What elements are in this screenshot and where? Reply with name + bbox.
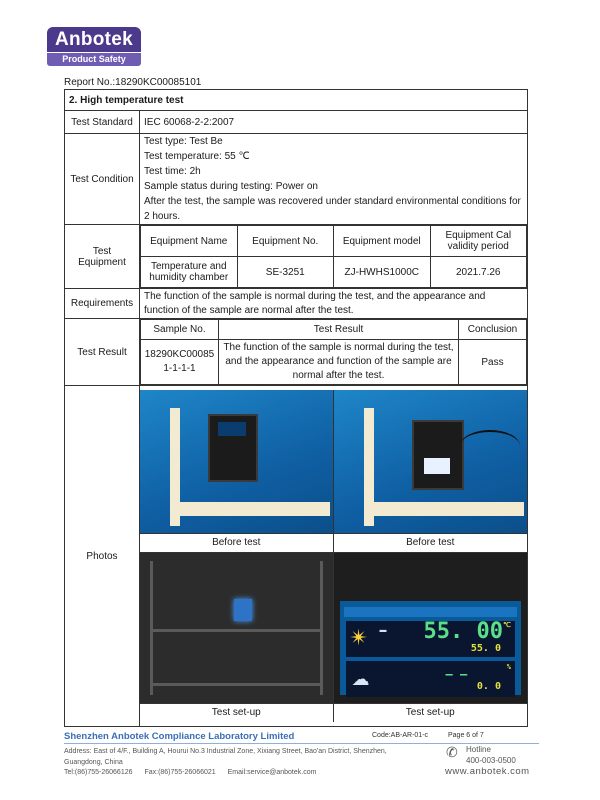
requirements-text: The function of the sample is normal during the test, and the appearance and function of the sample are normal after the test. [140, 289, 528, 319]
photo-grid [140, 390, 527, 722]
company-logo [47, 27, 141, 67]
photo-caption: Test set-up [140, 704, 334, 722]
condition-line: Test time: 2h [144, 166, 201, 177]
footer-website: www.anbotek.com [445, 766, 530, 777]
cloud-icon: ☁ [351, 669, 370, 689]
photo-test-setup-1 [140, 553, 334, 704]
report-number: Report No.:18290KC00085101 [64, 77, 202, 88]
photo-caption: Before test [140, 534, 334, 553]
footer-email: Email:service@anbotek.com [227, 769, 317, 776]
photo-before-test-1 [140, 390, 334, 534]
phone-icon: ✆ [446, 744, 458, 760]
condition-line: After the test, the sample was recovered under standard environmental conditions for 2 hours. [144, 196, 521, 222]
result-table [140, 319, 527, 385]
equipment-no: SE-3251 [237, 257, 334, 288]
condition-line: Test temperature: 55 ℃ [144, 151, 250, 162]
footer-fax: Fax:(86)755-26066021 [144, 769, 216, 776]
condition-cell [140, 134, 528, 225]
condition-line: Test type: Test Be [144, 136, 223, 147]
standard-value: IEC 60068-2-2:2007 [140, 111, 528, 134]
result-cell [140, 319, 528, 386]
logo-tagline: Product Safety [47, 53, 141, 66]
photo-test-setup-2: ✴ ▬ 55. 00 ℃ 55. 0 ☁ — — % 0. 0 [334, 553, 528, 704]
condition-label: Test Condition [65, 134, 140, 225]
photo-caption: Test set-up [334, 704, 528, 722]
requirements-label: Requirements [65, 289, 140, 319]
condition-line: Sample status during testing: Power on [144, 181, 318, 192]
result-sample-no: 18290KC000851-1-1-1 [141, 340, 219, 385]
result-header: Sample No. [141, 320, 219, 340]
display-temp: 55. 00 [423, 619, 503, 644]
footer-address: Address: East of 4/F., Building A, Hourui No.3 Industrial Zone, Xixiang Street, Bao'an District, Shenzhen, Guangdong, China [64, 748, 387, 766]
photo-caption: Before test [334, 534, 528, 553]
hotline-number: 400-003-0500 [466, 756, 516, 765]
section-title: 2. High temperature test [65, 90, 528, 111]
display-temp-set: 55. 0 [470, 643, 501, 654]
test-report-table [64, 89, 528, 727]
result-header: Conclusion [459, 320, 527, 340]
equipment-name: Temperature and humidity chamber [141, 257, 238, 288]
star-icon: ✴ [349, 625, 368, 650]
result-conclusion: Pass [459, 340, 527, 385]
footer-company: Shenzhen Anbotek Compliance Laboratory Limited [64, 731, 295, 742]
hotline-label: Hotline [466, 745, 491, 754]
result-header: Test Result [219, 320, 459, 340]
equipment-header: Equipment model [334, 226, 431, 257]
equipment-label: Test Equipment [65, 225, 140, 289]
photos-label: Photos [65, 386, 140, 727]
equipment-header: Equipment No. [237, 226, 334, 257]
result-label: Test Result [65, 319, 140, 386]
footer-hotline [466, 744, 516, 766]
logo-brand: Anbotek [47, 27, 141, 52]
result-text: The function of the sample is normal during the test, and the appearance and function of the sample are normal after the test. [219, 340, 459, 385]
display-unit: ℃ [503, 621, 511, 629]
display-hum: 0. 0 [476, 681, 501, 692]
equipment-header: Equipment Cal validity period [430, 226, 527, 257]
standard-label: Test Standard [65, 111, 140, 134]
photo-before-test-2 [334, 390, 528, 534]
equipment-header: Equipment Name [141, 226, 238, 257]
footer-tel: Tel:(86)755-26066126 [64, 769, 133, 776]
display-pct: % [506, 663, 511, 671]
equipment-cell [140, 225, 528, 289]
footer-page: Page 6 of 7 [448, 732, 484, 739]
footer-code: Code:AB-AR-01-c [372, 732, 429, 739]
photos-cell [140, 386, 528, 727]
equipment-table [140, 225, 527, 288]
equipment-cal: 2021.7.26 [430, 257, 527, 288]
equipment-model: ZJ-HWHS1000C [334, 257, 431, 288]
footer-contacts [64, 769, 326, 776]
